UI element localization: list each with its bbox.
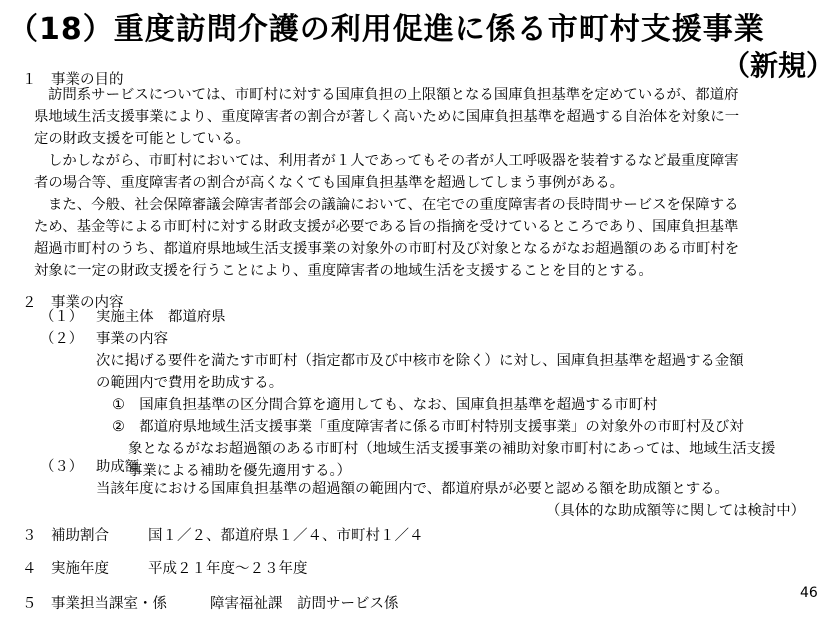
new-tag: （新規） [722,49,835,82]
section4-label: ４ 実施年度 [22,561,109,577]
sub2-item-2-line-1: ② 都道府県地域生活支援事業「重度障害者に係る市町村特別支援事業」の対象外の市町村及び対 [112,419,744,435]
page-number: 46 [800,585,818,601]
sub3-text: 助成額 [96,459,140,475]
section1-heading: １ 事業の目的 [22,72,124,88]
sub2-item-1: ① 国庫負担基準の区分間合算を適用しても、なお、国庫負担基準を超過する市町村 [112,397,658,413]
page-title: （18）重度訪問介護の利用促進に係る市町村支援事業 [8,12,765,47]
sub2-item-2-line-2: 象となるがなお超過額のある市町村（地域生活支援事業の補助対象市町村にあっては、地域生活支援 [128,441,776,457]
sub1-text: 実施主体 都道府県 [96,309,226,325]
section5-value: 障害福祉課 訪問サービス係 [210,596,399,612]
section3-value: 国１／２、都道府県１／４、市町村１／４ [148,528,424,544]
section5-label: ５ 事業担当課室・係 [22,596,167,612]
section1-line-9: 対象に一定の財政支援を行うことにより、重度障害者の地域生活を支援することを目的とする。 [34,263,653,279]
section1-line-5: 者の場合等、重度障害者の割合が高くなくても国庫負担基準を超過してしまう事例がある。 [34,175,625,191]
section1-line-7: ため、基金等による市町村に対する財政支援が必要である旨の指摘を受けているところであり、国庫負担基準 [34,219,739,235]
sub2-item-2-line-3: 事業による補助を優先適用する。） [128,463,352,479]
section2-heading: ２ 事業の内容 [22,295,124,311]
section4-value: 平成２１年度～２３年度 [148,561,308,577]
sub2-line-1: 次に掲げる要件を満たす市町村（指定都市及び中核市を除く）に対し、国庫負担基準を超過する金額 [96,353,744,369]
sub2-line-2: の範囲内で費用を助成する。 [96,375,284,391]
section1-line-8: 超過市町村のうち、都道府県地域生活支援事業の対象外の市町村及び対象となるがなお超過額のある市町村を [34,241,740,257]
sub3-line: 当該年度における国庫負担基準の超過額の範囲内で、都道府県が必要と認める額を助成額とする。 [96,481,729,497]
section1-line-2: 県地域生活支援事業により、重度障害者の割合が著しく高いために国庫負担基準を超過する自治体を対象に一 [34,109,740,125]
sub2-text: 事業の内容 [96,331,168,347]
sub3-note: （具体的な助成額等に関しては検討中） [546,503,806,519]
section3-label: ３ 補助割合 [22,528,109,544]
sub1-label: （１） [40,309,84,325]
sub2-label: （２） [40,331,84,347]
section1-line-4: しかしながら、市町村においては、利用者が１人であってもその者が人工呼吸器を装着するなど最重度障害 [48,153,739,169]
section1-line-1: 訪問系サービスについては、市町村に対する国庫負担の上限額となる国庫負担基準を定めているが、都道府 [48,87,739,103]
sub3-label: （３） [40,459,84,475]
section1-line-6: また、今般、社会保障審議会障害者部会の議論において、在宅での重度障害者の長時間サービスを保障する [48,197,739,213]
section1-line-3: 定の財政支援を可能としている。 [34,131,250,147]
